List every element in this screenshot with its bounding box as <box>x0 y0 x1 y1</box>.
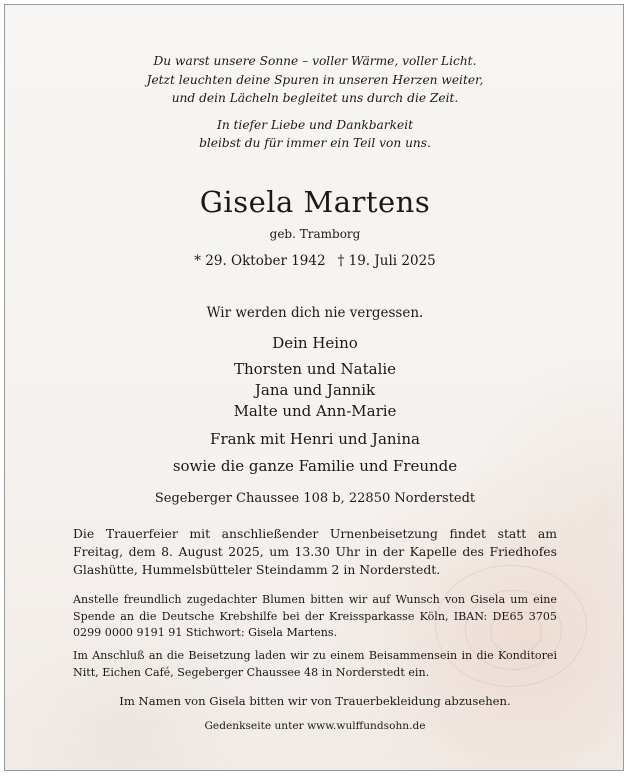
gathering-text: Im Anschluß an die Beisetzung laden wir zu einem Beisammensein in die Konditorei Nitt, Eichen Café, Segeberger Chaussee 48 in Norderstedt ein. <box>73 649 557 679</box>
poem-line: Jetzt leuchten deine Spuren in unseren Herzen weiter, <box>146 72 484 87</box>
mourner-line: Jana und Jannik <box>254 381 376 399</box>
donation-text: Anstelle freundlich zugedachter Blumen bitten wir auf Wunsch von Gisela um eine Spende an die Deutsche Krebshilfe bei der Kreissparkasse Köln, IBAN: DE65 3705 0299 0000 9191 91 Stichwort: Gisela Martens. <box>73 593 557 639</box>
farewell-line: Wir werden dich nie vergessen. <box>206 305 424 321</box>
poem-line: In tiefer Liebe und Dankbarkeit <box>217 117 413 132</box>
poem-line: bleibst du für immer ein Teil von uns. <box>199 136 431 151</box>
life-dates <box>5 253 624 269</box>
deceased-name: Gisela Martens <box>199 185 431 219</box>
mourner-children <box>5 359 624 422</box>
poem <box>5 52 624 153</box>
ceremony-text: Die Trauerfeier mit anschließender Urnenbeisetzung findet statt am Freitag, dem 8. August 2025, um 13.30 Uhr in der Kapelle des Friedhofes Glashütte, Hummelsbütteler Steindamm 2 in Norderstedt. <box>73 526 557 577</box>
mourner-line: Malte und Ann-Marie <box>233 402 397 420</box>
mourner-spouse: Dein Heino <box>272 334 358 352</box>
mourner-others: sowie die ganze Familie und Freunde <box>172 457 458 475</box>
poem-line: und dein Lächeln begleitet uns durch die Zeit. <box>171 91 459 106</box>
family-address: Segeberger Chaussee 108 b, 22850 Norderstedt <box>154 491 476 506</box>
obituary-card <box>4 4 624 771</box>
memorial-website: Gedenkseite unter www.wulffundsohn.de <box>204 720 426 732</box>
death-date: † 19. Juli 2025 <box>337 253 436 269</box>
birth-date: * 29. Oktober 1942 <box>194 253 326 269</box>
dress-note: Im Namen von Gisela bitten wir von Trauerbekleidung abzusehen. <box>119 694 511 708</box>
mourner-line: Thorsten und Natalie <box>233 360 397 378</box>
mourner-grandchildren: Frank mit Henri und Janina <box>210 430 420 448</box>
born-name: geb. Tramborg <box>269 227 361 241</box>
poem-line: Du warst unsere Sonne – voller Wärme, voller Licht. <box>153 54 477 68</box>
